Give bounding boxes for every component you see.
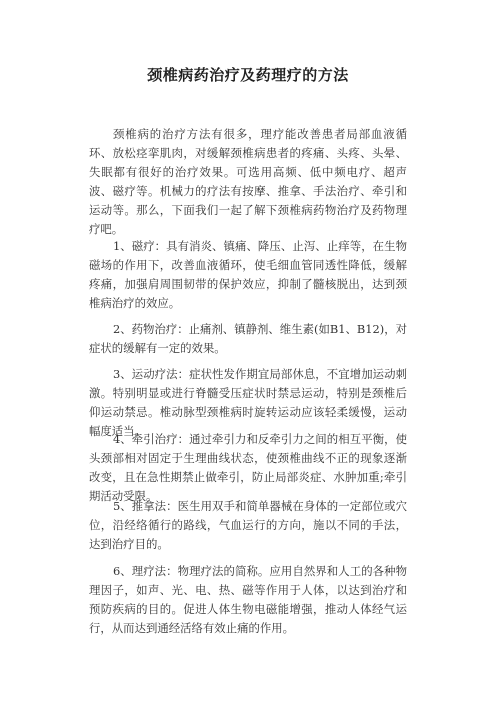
document-title: 颈椎病药治疗及药理疗的方法 (147, 66, 349, 84)
item-paragraph-1: 1、磁疗：具有消炎、镇痛、降压、止泻、止痒等，在生物磁场的作用下，改善血液循环，使毛细血管同透性降低，缓解疼痛，加强肩周围韧带的保护效应，抑制了髓核脱出，达到颈椎病治疗的效应。 (89, 239, 407, 310)
item-paragraph-3: 3、运动疗法：症状性发作期宜局部休息，不宜增加运动刺激。特别明显或进行脊髓受压症状时禁忌运动，特别是颈椎后仰运动禁忌。椎动脉型颈椎病时旋转运动应该轻柔缓慢，运动幅度适当。 (89, 367, 407, 438)
item-paragraph-4: 4、牵引治疗：通过牵引力和反牵引力之间的相互平衡，使头颈部相对固定于生理曲线状态，使颈椎曲线不正的现象逐渐改变，且在急性期禁止做牵引，防止局部炎症、水肿加重;牵引期活动受限。 (89, 432, 407, 503)
item-paragraph-5: 5、推拿法：医生用双手和简单器械在身体的一定部位或穴位，沿经络循行的路线，气血运行的方向，施以不同的手法，达到治疗目的。 (89, 499, 407, 551)
item-paragraph-6: 6、理疗法：物理疗法的简称。应用自然界和人工的各种物理因子，如声、光、电、热、磁等作用于人体，以达到治疗和预防疾病的目的。促进人体生物电磁能增强，推动人体经气运行，从而达到通经活络有效止痛的作用。 (89, 564, 407, 635)
item-paragraph-2: 2、药物治疗：止痛剂、镇静剂、维生素(如B1、B12)，对症状的缓解有一定的效果。 (89, 322, 407, 355)
intro-paragraph: 颈椎病的治疗方法有很多，理疗能改善患者局部血液循环、放松痉挛肌肉，对缓解颈椎病患者的疼痛、头疼、头晕、失眠都有很好的治疗效果。可选用高频、低中频电疗、超声波、磁疗等。机械力的疗法有按摩、推拿、手法治疗、牵引和运动等。那么，下面我们一起了解下颈椎病药物治疗及药物理疗吧。 (89, 127, 407, 236)
